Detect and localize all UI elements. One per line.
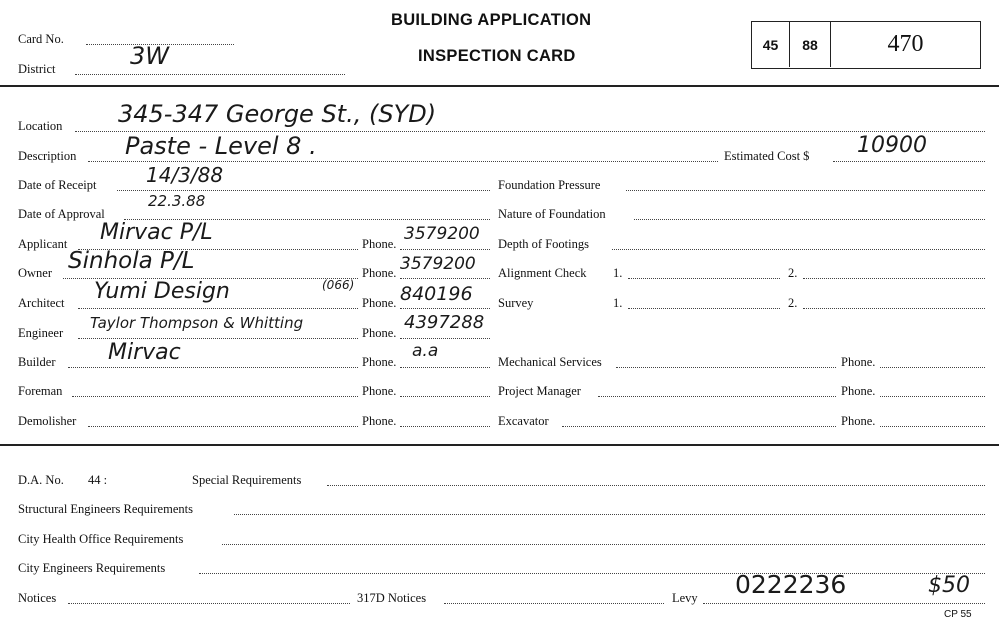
notices-317d-line <box>444 603 664 604</box>
owner-phone-line <box>400 278 490 279</box>
applicant-label: Applicant <box>18 237 68 251</box>
notices-317d-label: 317D Notices <box>357 591 427 605</box>
survey-line-2 <box>803 308 985 309</box>
alignment-check-1: 1. <box>613 266 623 280</box>
foreman-phone-line <box>400 396 490 397</box>
builder-phone-value: a.a <box>412 341 439 361</box>
project-manager-phone-label: Phone. <box>841 384 876 398</box>
engineer-phone-value: 4397288 <box>404 312 485 333</box>
applicant-phone-line <box>400 249 490 250</box>
demolisher-line <box>88 426 358 427</box>
da-no-value: 44 : <box>88 473 108 487</box>
alignment-check-line-1 <box>628 278 780 279</box>
foreman-phone-label: Phone. <box>362 384 397 398</box>
excavator-phone-line <box>880 426 985 427</box>
card-no-label: Card No. <box>18 32 64 46</box>
survey-line-1 <box>628 308 780 309</box>
demolisher-label: Demolisher <box>18 414 77 428</box>
structural-requirements-label: Structural Engineers Requirements <box>18 502 193 516</box>
owner-value: Sinhola P/L <box>68 248 195 274</box>
nature-foundation-label: Nature of Foundation <box>498 207 606 221</box>
builder-label: Builder <box>18 355 56 369</box>
architect-phone-value: 840196 <box>400 283 473 305</box>
levy-label: Levy <box>672 591 698 605</box>
estimated-cost-value: 10900 <box>857 133 927 158</box>
applicant-value: Mirvac P/L <box>100 220 213 245</box>
builder-line <box>68 367 358 368</box>
description-line <box>88 161 718 162</box>
date-approval-value: 22.3.88 <box>148 192 206 210</box>
foundation-pressure-label: Foundation Pressure <box>498 178 601 192</box>
project-manager-label: Project Manager <box>498 384 581 398</box>
architect-phone-line <box>400 308 490 309</box>
builder-value: Mirvac <box>108 340 181 365</box>
estimated-cost-label: Estimated Cost $ <box>724 149 810 163</box>
nature-foundation-line <box>634 219 985 220</box>
alignment-check-line-2 <box>803 278 985 279</box>
health-requirements-line <box>222 544 985 545</box>
city-engineers-requirements-line <box>199 573 985 574</box>
card-number-box <box>751 21 981 69</box>
builder-phone-line <box>400 367 490 368</box>
header-divider <box>0 85 999 87</box>
middle-divider <box>0 444 999 446</box>
levy-amount: $50 <box>928 573 970 598</box>
card-number-part-a: 45 <box>752 22 790 67</box>
demolisher-phone-label: Phone. <box>362 414 397 428</box>
survey-2: 2. <box>788 296 798 310</box>
form-code: CP 55 <box>944 609 972 620</box>
health-requirements-label: City Health Office Requirements <box>18 532 184 546</box>
engineer-phone-line <box>400 338 490 339</box>
mechanical-phone-label: Phone. <box>841 355 876 369</box>
excavator-label: Excavator <box>498 414 549 428</box>
engineer-line <box>78 338 358 339</box>
architect-phone-label: Phone. <box>362 296 397 310</box>
architect-phone-prefix: (066) <box>322 278 355 292</box>
card-number-part-b: 88 <box>790 22 831 67</box>
date-receipt-label: Date of Receipt <box>18 178 97 192</box>
form-subtitle: INSPECTION CARD <box>418 47 576 65</box>
description-label: Description <box>18 149 77 163</box>
district-value: 3W <box>130 42 169 70</box>
foreman-label: Foreman <box>18 384 63 398</box>
survey-1: 1. <box>613 296 623 310</box>
levy-line <box>703 603 985 604</box>
excavator-line <box>562 426 836 427</box>
city-engineers-requirements-label: City Engineers Requirements <box>18 561 166 575</box>
owner-phone-label: Phone. <box>362 266 397 280</box>
date-receipt-value: 14/3/88 <box>146 163 224 187</box>
architect-line <box>78 308 358 309</box>
applicant-phone-label: Phone. <box>362 237 397 251</box>
notices-label: Notices <box>18 591 57 605</box>
depth-footings-label: Depth of Footings <box>498 237 589 251</box>
form-title: BUILDING APPLICATION <box>391 11 592 29</box>
mechanical-services-label: Mechanical Services <box>498 355 602 369</box>
project-manager-line <box>598 396 836 397</box>
date-receipt-line <box>117 190 490 191</box>
location-value: 345-347 George St., (SYD) <box>118 100 437 128</box>
alignment-check-label: Alignment Check <box>498 266 587 280</box>
description-value: Paste - Level 8 . <box>125 132 317 160</box>
foreman-line <box>72 396 358 397</box>
alignment-check-2: 2. <box>788 266 798 280</box>
location-label: Location <box>18 119 63 133</box>
mechanical-phone-line <box>880 367 985 368</box>
project-manager-phone-line <box>880 396 985 397</box>
engineer-phone-label: Phone. <box>362 326 397 340</box>
architect-value: Yumi Design <box>94 279 230 304</box>
mechanical-services-line <box>616 367 836 368</box>
levy-value: 0222236 <box>735 570 847 599</box>
estimated-cost-line <box>833 161 985 162</box>
foundation-pressure-line <box>626 190 985 191</box>
engineer-value: Taylor Thompson & Whitting <box>90 314 304 332</box>
demolisher-phone-line <box>400 426 490 427</box>
survey-label: Survey <box>498 296 534 310</box>
owner-phone-value: 3579200 <box>400 254 476 274</box>
notices-line <box>68 603 350 604</box>
depth-footings-line <box>612 249 985 250</box>
excavator-phone-label: Phone. <box>841 414 876 428</box>
engineer-label: Engineer <box>18 326 64 340</box>
date-approval-label: Date of Approval <box>18 207 105 221</box>
district-label: District <box>18 62 56 76</box>
builder-phone-label: Phone. <box>362 355 397 369</box>
district-line <box>75 74 345 75</box>
da-no-label: D.A. No. <box>18 473 64 487</box>
card-number: 470 <box>887 31 924 57</box>
special-requirements-line <box>327 485 985 486</box>
applicant-phone-value: 3579200 <box>404 224 480 244</box>
structural-requirements-line <box>234 514 985 515</box>
owner-label: Owner <box>18 266 53 280</box>
architect-label: Architect <box>18 296 65 310</box>
special-requirements-label: Special Requirements <box>192 473 302 487</box>
